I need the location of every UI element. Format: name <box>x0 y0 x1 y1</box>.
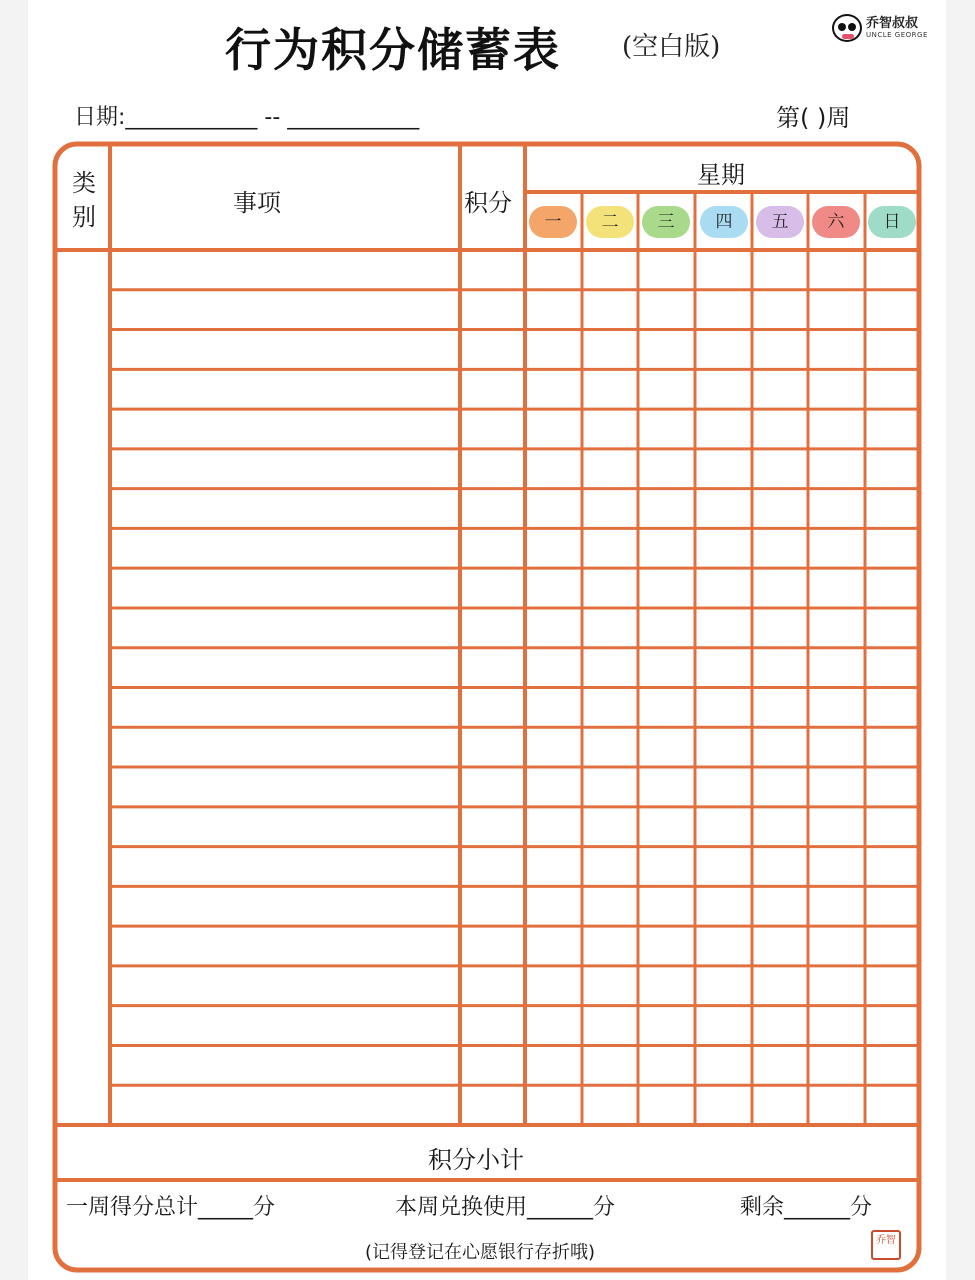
seal-stamp: 乔智 <box>871 1230 901 1260</box>
used-this-week-field: 本周兑换使用______分 <box>395 1195 616 1220</box>
page-title: 行为积分储蓄表 <box>225 23 561 77</box>
subtotal-label: 积分小计 <box>428 1146 524 1174</box>
weekday-chip: 四 <box>700 206 748 238</box>
weekday-chip: 三 <box>642 206 690 238</box>
reminder-note: (记得登记在心愿银行存折哦) <box>365 1242 596 1263</box>
weekday-chip: 五 <box>756 206 804 238</box>
grid-lines <box>55 144 919 1270</box>
weekday-chip: 日 <box>868 206 916 238</box>
item-header: 事项 <box>233 189 281 217</box>
date-field: 日期:____________ -- ____________ <box>74 105 420 130</box>
weekday-chip: 二 <box>586 206 634 238</box>
weekday-header: 星期 <box>697 161 745 189</box>
weekday-chip: 一 <box>529 206 577 238</box>
remaining-field: 剩余______分 <box>740 1195 873 1220</box>
category-header-char: 别 <box>72 203 96 231</box>
logo-text-en: UNCLE GEORGE <box>866 31 928 39</box>
week-number-field: 第( )周 <box>776 104 851 132</box>
points-header: 积分 <box>464 189 512 217</box>
category-header-char: 类 <box>72 169 96 197</box>
logo-text-cn: 乔智叔叔 <box>866 16 919 31</box>
page-subtitle: (空白版) <box>622 32 721 62</box>
week-total-field: 一周得分总计_____分 <box>66 1195 276 1220</box>
table-frame <box>55 144 919 1270</box>
weekday-chip: 六 <box>812 206 860 238</box>
category-header <box>70 166 98 234</box>
